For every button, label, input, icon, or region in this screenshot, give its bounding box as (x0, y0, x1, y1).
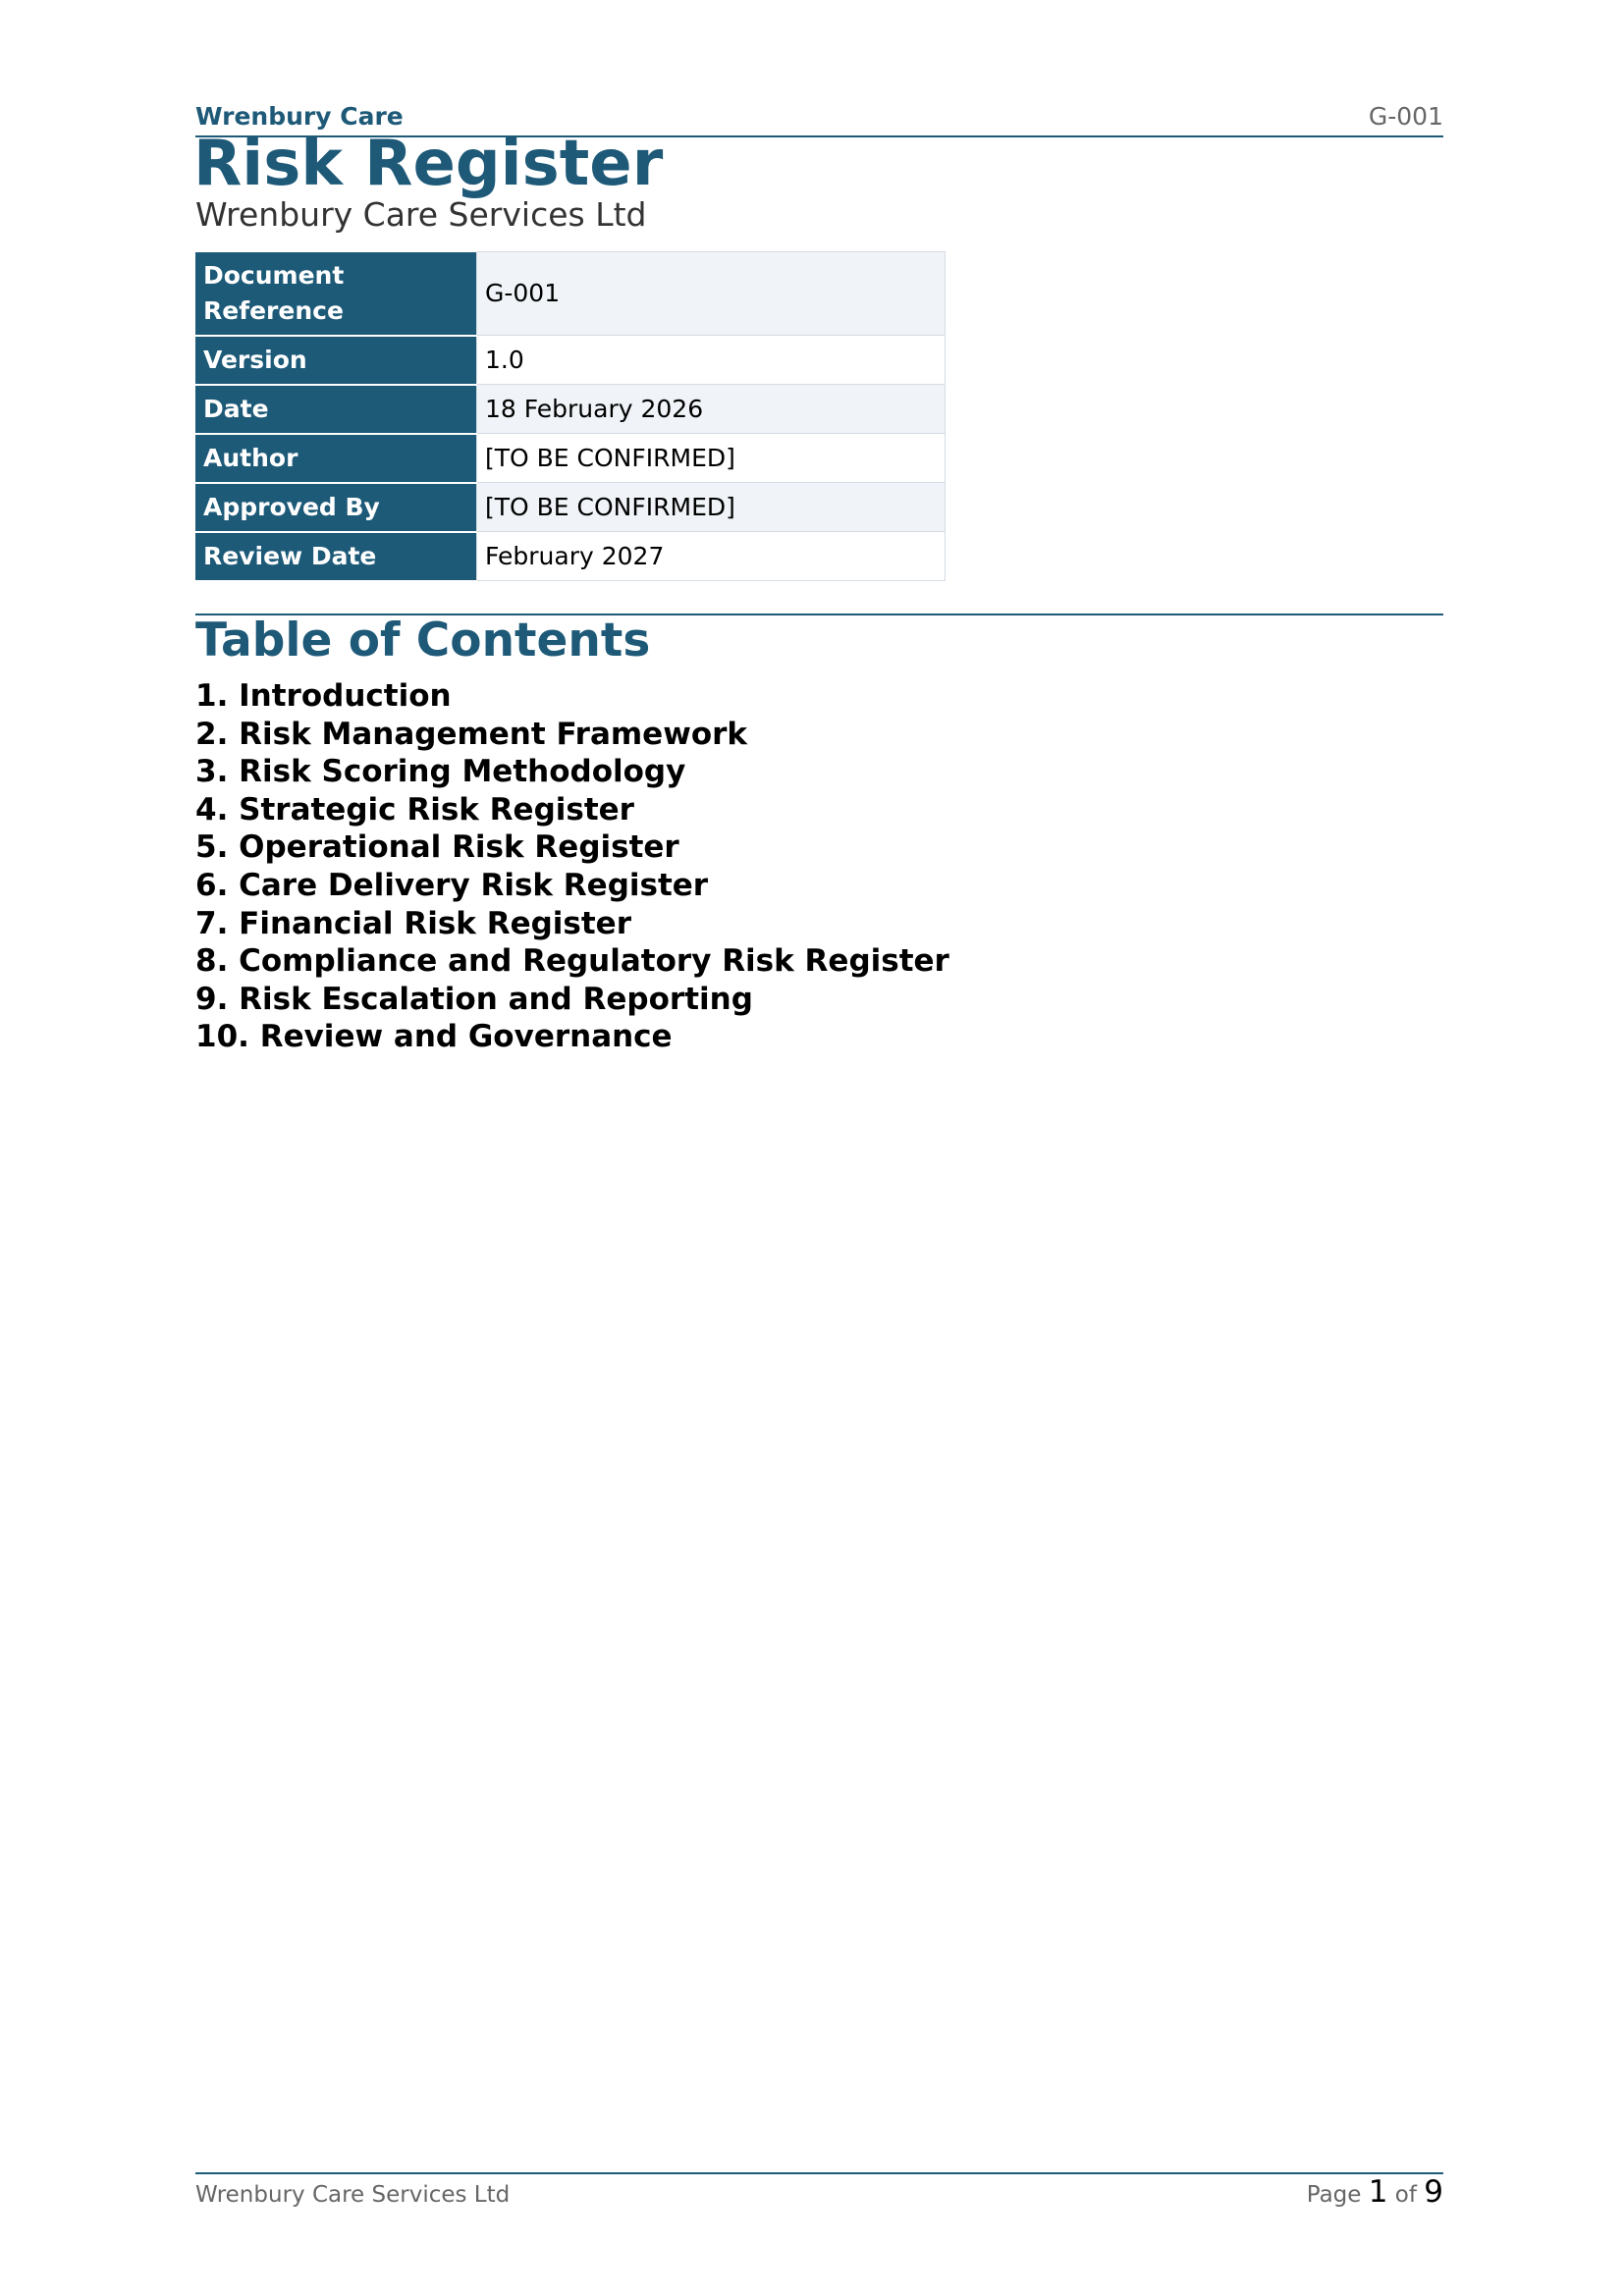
toc-item-care-delivery-risk-register[interactable]: 6. Care Delivery Risk Register (195, 867, 709, 903)
document-subtitle: Wrenbury Care Services Ltd (195, 195, 647, 234)
table-row (195, 532, 946, 581)
table-row (195, 483, 946, 532)
row-value: G-001 (477, 252, 946, 336)
table-row (195, 385, 946, 434)
row-label: Version (195, 336, 477, 385)
page-total: 9 (1424, 2174, 1443, 2210)
row-value: February 2027 (477, 532, 946, 581)
toc-item-introduction[interactable]: 1. Introduction (195, 678, 452, 714)
toc-heading: Table of Contents (195, 614, 651, 667)
footer-company: Wrenbury Care Services Ltd (195, 2182, 511, 2208)
toc-list (195, 677, 949, 1056)
footer-divider (195, 2172, 1443, 2174)
toc-item-risk-scoring-methodology[interactable]: 3. Risk Scoring Methodology (195, 754, 686, 790)
toc-item-risk-management-framework[interactable]: 2. Risk Management Framework (195, 716, 748, 752)
row-label: Date (195, 385, 477, 434)
row-label: Author (195, 434, 477, 483)
toc-item-risk-escalation-reporting[interactable]: 9. Risk Escalation and Reporting (195, 981, 753, 1017)
row-label: Document Reference (195, 252, 477, 336)
table-row (195, 434, 946, 483)
row-label: Review Date (195, 532, 477, 581)
row-value: 1.0 (477, 336, 946, 385)
row-value: [TO BE CONFIRMED] (477, 483, 946, 532)
page-word: Page (1306, 2182, 1362, 2208)
document-control-table (195, 251, 946, 582)
header-document-ref: G-001 (1368, 102, 1443, 131)
table-row (195, 252, 946, 336)
footer-page-number (1307, 2173, 1443, 2214)
toc-item-financial-risk-register[interactable]: 7. Financial Risk Register (195, 905, 631, 941)
toc-item-operational-risk-register[interactable]: 5. Operational Risk Register (195, 829, 679, 866)
table-row (195, 336, 946, 385)
header-organisation: Wrenbury Care (195, 102, 404, 131)
page-current: 1 (1368, 2174, 1388, 2210)
row-label: Approved By (195, 483, 477, 532)
of-word: of (1394, 2182, 1417, 2208)
row-value: [TO BE CONFIRMED] (477, 434, 946, 483)
toc-item-strategic-risk-register[interactable]: 4. Strategic Risk Register (195, 791, 634, 828)
row-value: 18 February 2026 (477, 385, 946, 434)
toc-item-review-governance[interactable]: 10. Review and Governance (195, 1019, 673, 1055)
document-title: Risk Register (193, 128, 664, 200)
toc-item-compliance-regulatory-risk-register[interactable]: 8. Compliance and Regulatory Risk Register (195, 943, 949, 980)
